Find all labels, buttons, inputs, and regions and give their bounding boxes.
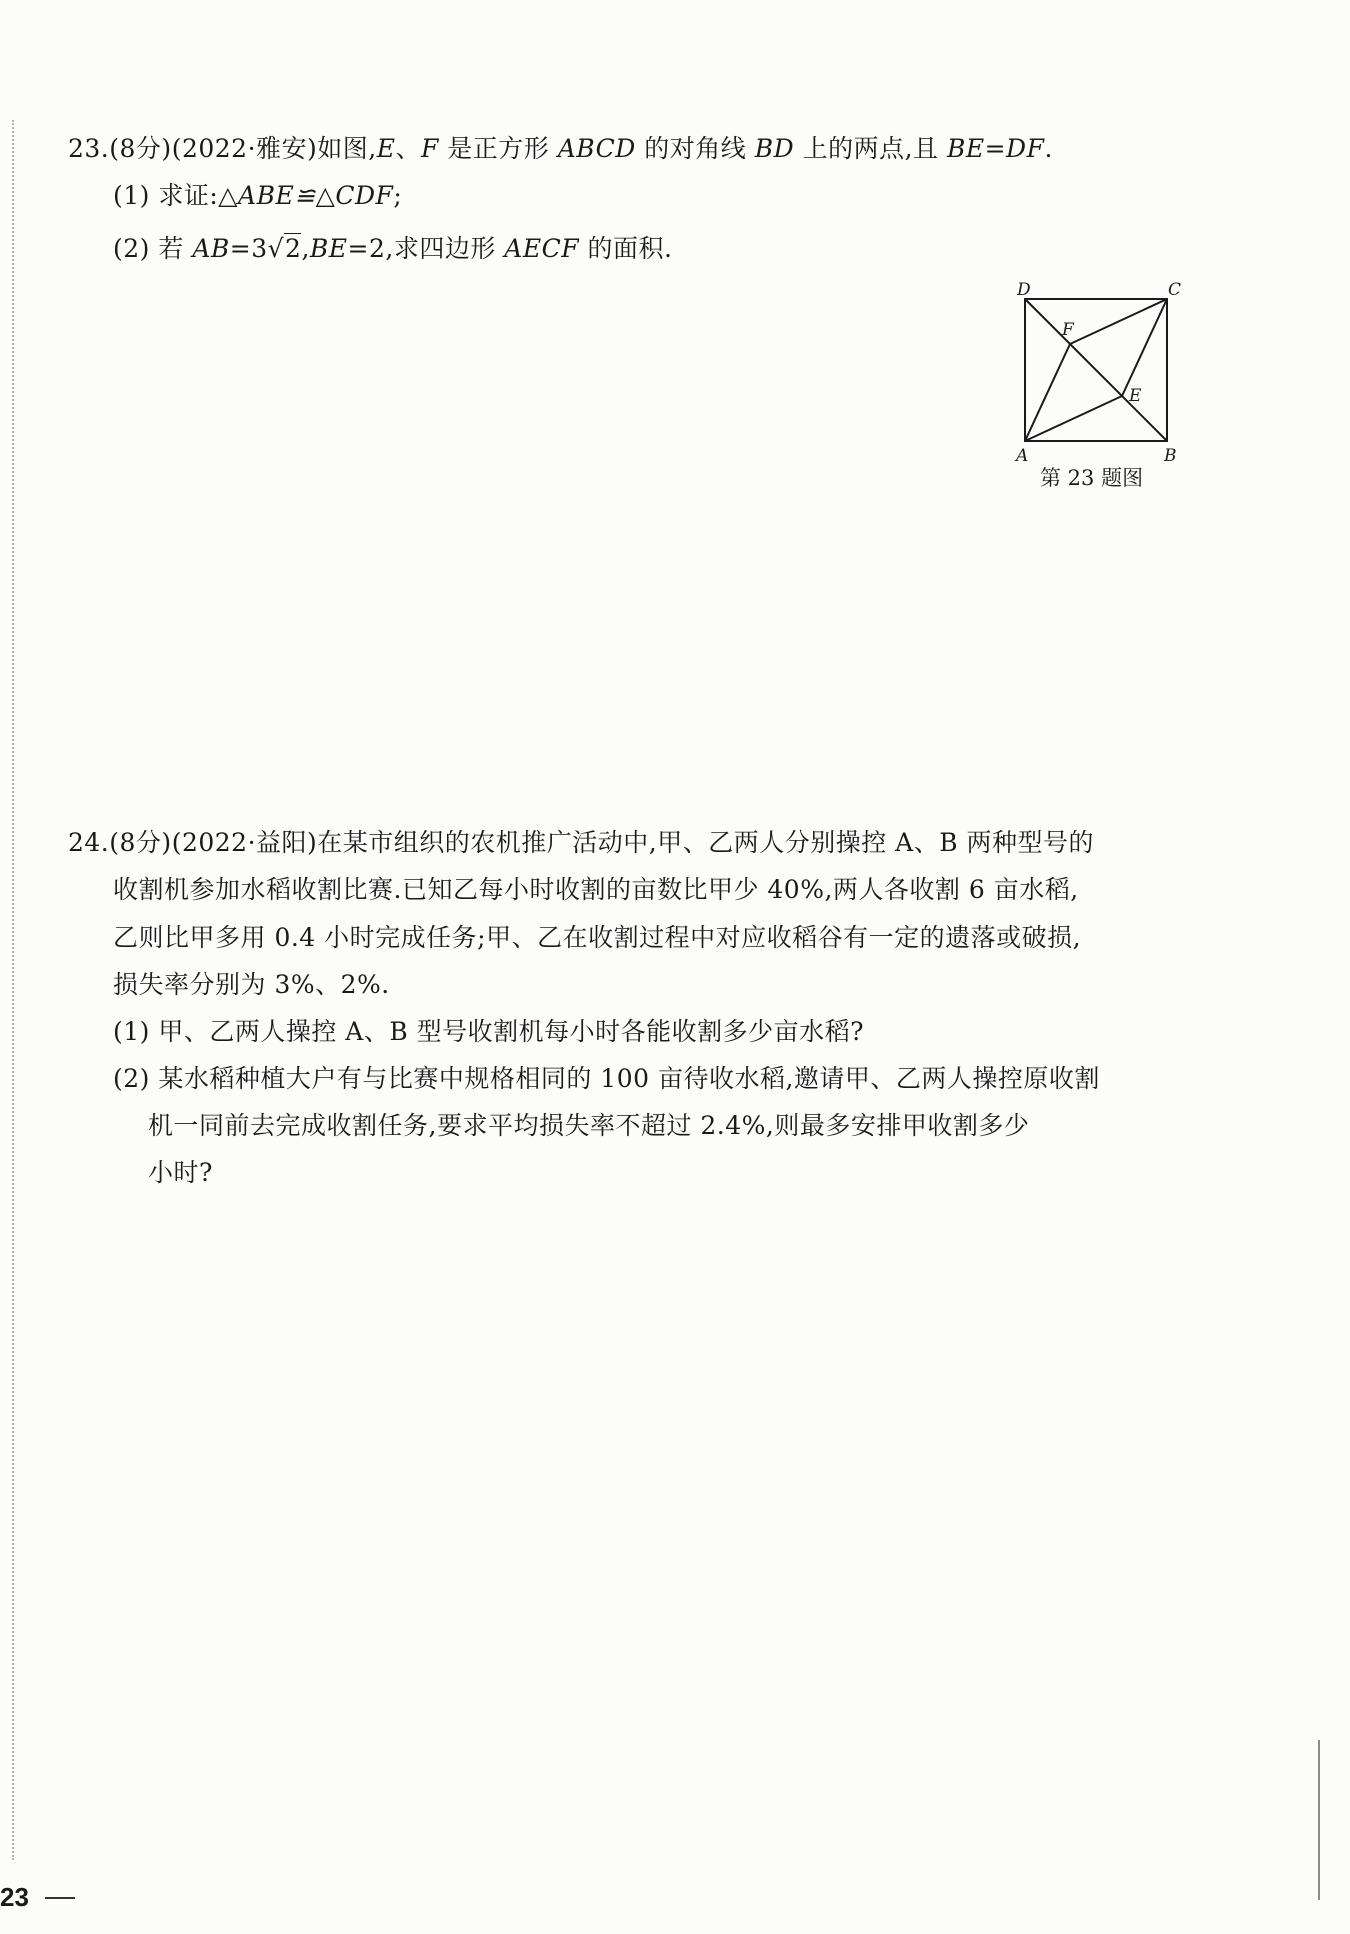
- q23-stem: [68, 133, 1053, 165]
- math-ab: AB: [192, 234, 230, 263]
- segment-cf: [1070, 299, 1167, 344]
- q24-points: (8分): [109, 828, 172, 857]
- math-bd: BD: [754, 134, 795, 163]
- q23-number: 23.: [68, 134, 110, 163]
- math-aecf: AECF: [504, 234, 580, 263]
- diagonal-bd: [1025, 299, 1167, 441]
- q23-stem-end: .: [1044, 134, 1053, 163]
- q23-part2-eq: =3: [229, 234, 268, 263]
- q24-stem-line-3: 乙则比甲多用 0.4 小时完成任务;甲、乙在收割过程中对应收稻谷有一定的遗落或破损,: [113, 923, 1082, 952]
- label-a: A: [1016, 446, 1029, 466]
- q23-part1-end: ;: [393, 181, 403, 210]
- q23-part1-math: △ABE≌△CDF: [218, 181, 394, 210]
- q23-part2-end: 的面积.: [579, 234, 673, 263]
- label-e: E: [1129, 386, 1142, 406]
- q23-sep: 、: [395, 134, 421, 163]
- page-number: 23: [0, 1882, 29, 1912]
- math-be-df: BE=DF: [946, 134, 1045, 163]
- q24-number: 24.: [68, 828, 110, 857]
- q24-part2-line-1: (2) 某水稻种植大户有与比赛中规格相同的 100 亩待收水稻,邀请甲、乙两人操控原收割: [113, 1064, 1100, 1093]
- label-c: C: [1168, 280, 1182, 300]
- q24-stem-line-4: 损失率分别为 3%、2%.: [113, 970, 390, 999]
- q23-figure: [1005, 275, 1185, 495]
- q23-part2-comma: ,: [301, 234, 310, 263]
- q23-part1-label: (1) 求证:: [113, 181, 219, 210]
- segment-af: [1025, 344, 1070, 441]
- sqrt-radicand: 2: [285, 234, 302, 263]
- q24-source: (2022·益阳): [171, 828, 318, 857]
- q23-stem-text: 是正方形: [438, 134, 558, 163]
- q23-part2-text: =2,求四边形: [347, 234, 505, 263]
- q23-source: (2022·雅安): [171, 134, 318, 163]
- q23-stem-text: 上的两点,且: [794, 134, 947, 163]
- q23-part2-label: (2) 若: [113, 234, 193, 263]
- q24-part2-line-2: 机一同前去完成收割任务,要求平均损失率不超过 2.4%,则最多安排甲收割多少: [148, 1111, 1030, 1140]
- segment-ce: [1122, 299, 1167, 396]
- math-be: BE: [309, 234, 348, 263]
- q24-part1: (1) 甲、乙两人操控 A、B 型号收割机每小时各能收割多少亩水稻?: [113, 1017, 865, 1046]
- q24-stem-line-2: 收割机参加水稻收割比赛.已知乙每小时收割的亩数比甲少 40%,两人各收割 6 亩水稻,: [113, 875, 1079, 904]
- q23-part2: [113, 233, 672, 265]
- label-d: D: [1017, 280, 1031, 300]
- label-f: F: [1062, 320, 1074, 340]
- q24-stem-text: 在某市组织的农机推广活动中,甲、乙两人分别操控 A、B 两种型号的: [317, 828, 1095, 857]
- binding-dotted-line: [12, 120, 14, 1860]
- q24-part2-line-3: 小时?: [148, 1158, 213, 1187]
- segment-ae: [1025, 396, 1122, 441]
- sqrt-symbol: √2: [267, 234, 302, 263]
- q23-part1: [113, 180, 402, 212]
- q23-stem-text: 的对角线: [635, 134, 755, 163]
- q23-points: (8分): [109, 134, 172, 163]
- footer-dash: [45, 1897, 75, 1899]
- q24-stem-line-1: [68, 827, 1094, 859]
- q23-stem-text: 如图,: [317, 134, 377, 163]
- label-b: B: [1164, 446, 1177, 466]
- figure-caption: 第 23 题图: [1040, 466, 1144, 490]
- page-edge-mark: [1318, 1740, 1320, 1900]
- math-f: F: [420, 134, 439, 163]
- math-abcd: ABCD: [557, 134, 636, 163]
- math-e: E: [376, 134, 396, 163]
